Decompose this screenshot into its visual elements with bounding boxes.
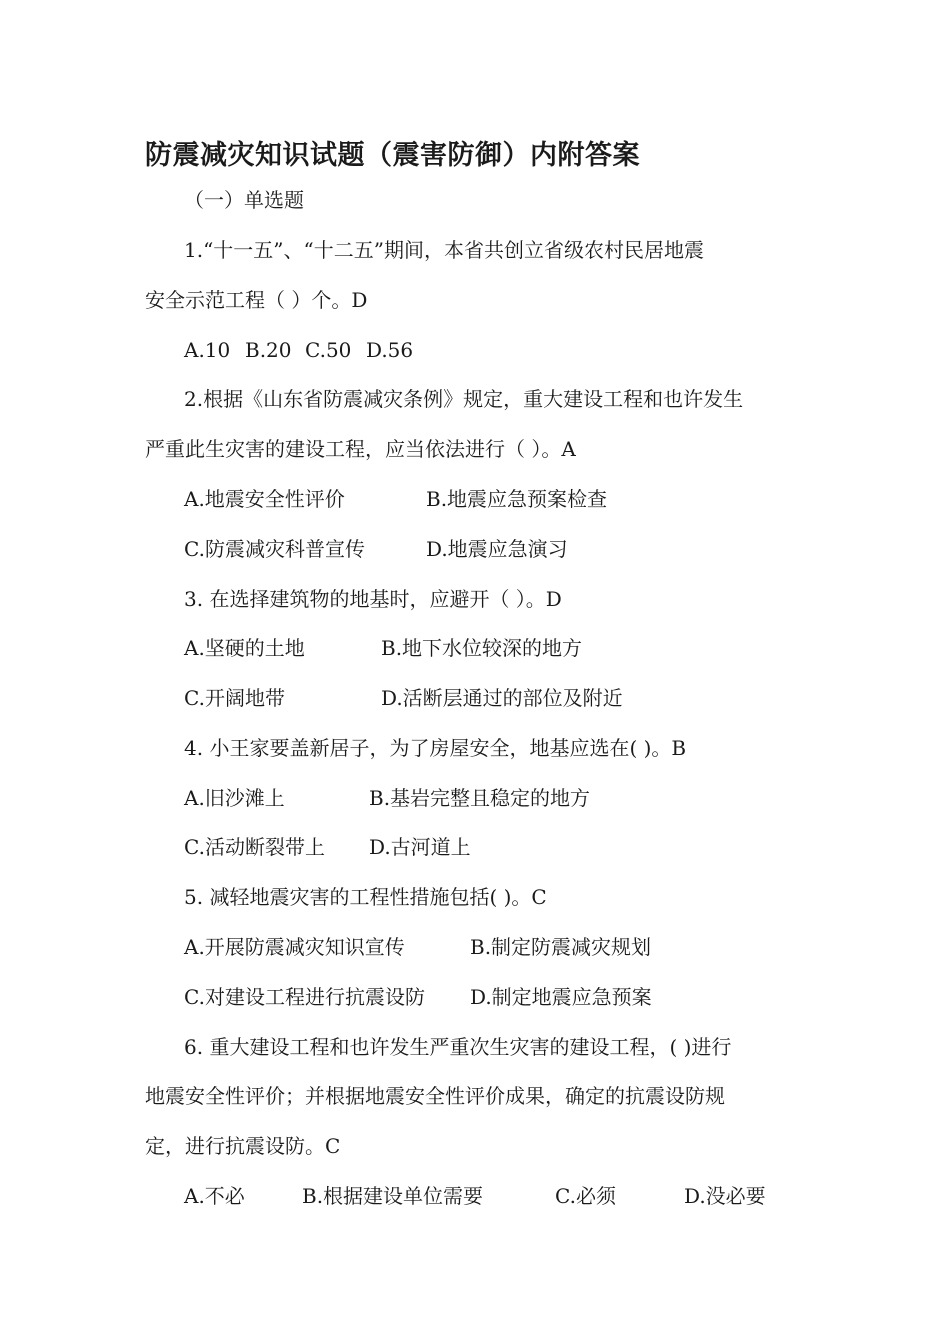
option-d: D.制定地震应急预案 xyxy=(470,985,652,1009)
option-c: C.对建设工程进行抗震设防 xyxy=(184,985,425,1009)
option-a: A.开展防震减灾知识宣传 xyxy=(184,935,405,959)
option-d: D.56 xyxy=(366,338,414,362)
question-6-line-1: 6. 重大建设工程和也许发生严重次生灾害的建设工程，( )进行 xyxy=(184,1035,732,1059)
option-a: A.10 xyxy=(184,338,231,362)
question-2-line-2: 严重此生灾害的建设工程，应当依法进行（ ）。A xyxy=(145,437,576,461)
option-c: C.防震减灾科普宣传 xyxy=(184,537,365,561)
option-c: C.活动断裂带上 xyxy=(184,835,325,859)
option-a: A.旧沙滩上 xyxy=(184,786,285,810)
option-b: B.地震应急预案检查 xyxy=(426,487,608,511)
option-b: B.基岩完整且稳定的地方 xyxy=(369,786,591,810)
option-a: A.不必 xyxy=(184,1184,245,1208)
option-c: C.50 xyxy=(305,338,352,362)
question-3-line-1: 3. 在选择建筑物的地基时，应避开（ ）。D xyxy=(184,587,562,611)
option-d: D.地震应急演习 xyxy=(426,537,568,561)
option-b: B.根据建设单位需要 xyxy=(302,1184,484,1208)
page-title: 防震减灾知识试题（震害防御）内附答案 xyxy=(145,140,640,171)
option-d: D.没必要 xyxy=(684,1184,766,1208)
option-a: A.坚硬的土地 xyxy=(184,636,305,660)
option-d: D.活断层通过的部位及附近 xyxy=(381,686,623,710)
question-1-line-1: 1.“十一五”、“十二五”期间，本省共创立省级农村民居地震 xyxy=(184,238,704,262)
section-heading: （一）单选题 xyxy=(184,188,304,212)
question-2-line-1: 2.根据《山东省防震减灾条例》规定，重大建设工程和也许发生 xyxy=(184,387,744,411)
option-b: B.制定防震减灾规划 xyxy=(470,935,652,959)
question-5-line-1: 5. 减轻地震灾害的工程性措施包括( )。C xyxy=(184,885,547,909)
option-b: B.20 xyxy=(245,338,292,362)
option-b: B.地下水位较深的地方 xyxy=(381,636,583,660)
option-c: C.必须 xyxy=(555,1184,616,1208)
option-c: C.开阔地带 xyxy=(184,686,285,710)
question-1-line-2: 安全示范工程（ ）个。D xyxy=(145,288,368,312)
option-d: D.古河道上 xyxy=(369,835,471,859)
option-a: A.地震安全性评价 xyxy=(184,487,345,511)
question-6-line-2: 地震安全性评价；并根据地震安全性评价成果，确定的抗震设防规 xyxy=(145,1084,725,1108)
question-6-line-3: 定，进行抗震设防。C xyxy=(145,1134,341,1158)
question-4-line-1: 4. 小王家要盖新居子，为了房屋安全，地基应选在( )。B xyxy=(184,736,687,760)
